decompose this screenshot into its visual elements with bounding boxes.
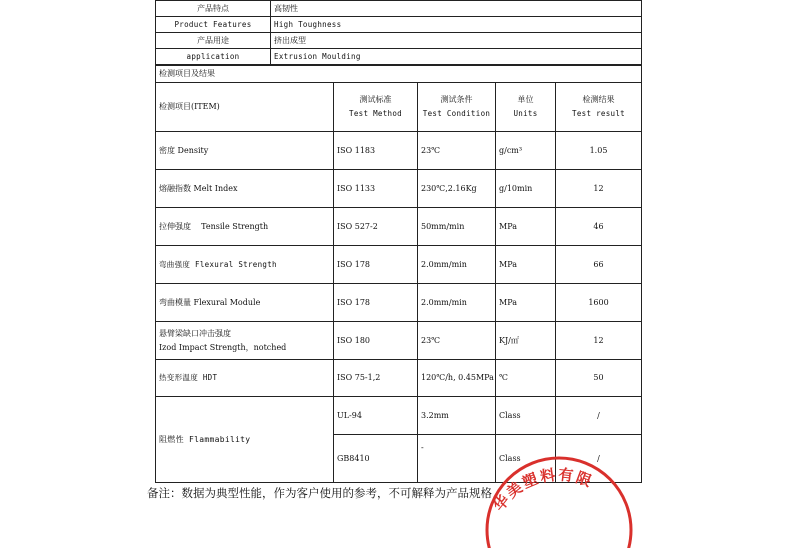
cell-units: Class	[496, 435, 556, 483]
application-value-cn: 挤出成型	[271, 33, 642, 49]
cell-units: g/cm³	[496, 132, 556, 170]
table-row	[156, 208, 642, 246]
header-units: 单位 Units	[496, 83, 556, 132]
cell-condition: 3.2mm	[418, 397, 496, 435]
table-row	[156, 284, 642, 322]
table-row	[156, 360, 642, 397]
cell-result: /	[556, 435, 642, 483]
cell-method: ISO 178	[334, 284, 418, 322]
features-label-cn: 产品特点	[156, 1, 271, 17]
cell-units: KJ/㎡	[496, 322, 556, 360]
cell-result: 46	[556, 208, 642, 246]
cell-method: ISO 178	[334, 246, 418, 284]
cell-item: 拉伸强度 Tensile Strength	[156, 208, 334, 246]
cell-method: UL-94	[334, 397, 418, 435]
cell-result: 66	[556, 246, 642, 284]
features-value-cn: 高韧性	[271, 1, 642, 17]
application-row-en	[156, 49, 642, 65]
flammability-row-a	[156, 397, 642, 435]
svg-text:华美塑料有限	[490, 466, 596, 515]
cell-units: MPa	[496, 246, 556, 284]
application-label-cn: 产品用途	[156, 33, 271, 49]
cell-units: MPa	[496, 284, 556, 322]
header-item: 检测项目(ITEM)	[156, 83, 334, 132]
seal-text: 华美塑料有限	[489, 465, 596, 515]
cell-condition: 230℃,2.16Kg	[418, 170, 496, 208]
cell-condition: 120℃/h, 0.45MPa	[418, 360, 496, 397]
table-row	[156, 132, 642, 170]
cell-item: 弯曲模量 Flexural Module	[156, 284, 334, 322]
table-row	[156, 246, 642, 284]
table-row	[156, 322, 642, 360]
features-row-cn	[156, 1, 642, 17]
section-title: 检测项目及结果	[156, 66, 642, 83]
spec-sheet	[155, 0, 641, 483]
cell-condition: 50mm/min	[418, 208, 496, 246]
application-value-en: Extrusion Moulding	[271, 49, 642, 65]
cell-units: ℃	[496, 360, 556, 397]
product-info-table	[155, 0, 642, 65]
cell-condition: 23℃	[418, 322, 496, 360]
cell-result: /	[556, 397, 642, 435]
cell-result: 12	[556, 322, 642, 360]
cell-method: ISO 527-2	[334, 208, 418, 246]
features-value-en: High Toughness	[271, 17, 642, 33]
table-row	[156, 170, 642, 208]
cell-method: ISO 180	[334, 322, 418, 360]
header-method: 测试标准 Test Method	[334, 83, 418, 132]
flammability-label: 阻燃性 Flammability	[156, 397, 334, 483]
cell-item: 熔融指数 Melt Index	[156, 170, 334, 208]
cell-result: 1.05	[556, 132, 642, 170]
header-condition: 测试条件 Test Condition	[418, 83, 496, 132]
cell-result: 1600	[556, 284, 642, 322]
header-row	[156, 83, 642, 132]
cell-condition: 23℃	[418, 132, 496, 170]
cell-units: g/10min	[496, 170, 556, 208]
cell-item: 密度 Density	[156, 132, 334, 170]
application-label-en: application	[156, 49, 271, 65]
cell-method: ISO 1133	[334, 170, 418, 208]
cell-result: 50	[556, 360, 642, 397]
cell-condition: 2.0mm/min	[418, 246, 496, 284]
cell-result: 12	[556, 170, 642, 208]
company-seal	[474, 438, 644, 548]
header-result: 检测结果 Test result	[556, 83, 642, 132]
cell-units: MPa	[496, 208, 556, 246]
cell-units: Class	[496, 397, 556, 435]
results-table	[155, 65, 642, 483]
section-title-row	[156, 66, 642, 83]
cell-item: 热变形温度 HDT	[156, 360, 334, 397]
footnote: 备注：数据为典型性能，作为客户使用的参考，不可解释为产品规格	[147, 486, 492, 500]
cell-condition: -	[418, 435, 496, 483]
cell-item: 弯曲强度 Flexural Strength	[156, 246, 334, 284]
cell-item: 悬臂梁缺口冲击强度 Izod Impact Strength，notched	[156, 322, 334, 360]
features-row-en	[156, 17, 642, 33]
cell-method: ISO 1183	[334, 132, 418, 170]
application-row-cn	[156, 33, 642, 49]
cell-condition: 2.0mm/min	[418, 284, 496, 322]
cell-method: GB8410	[334, 435, 418, 483]
cell-method: ISO 75-1,2	[334, 360, 418, 397]
features-label-en: Product Features	[156, 17, 271, 33]
